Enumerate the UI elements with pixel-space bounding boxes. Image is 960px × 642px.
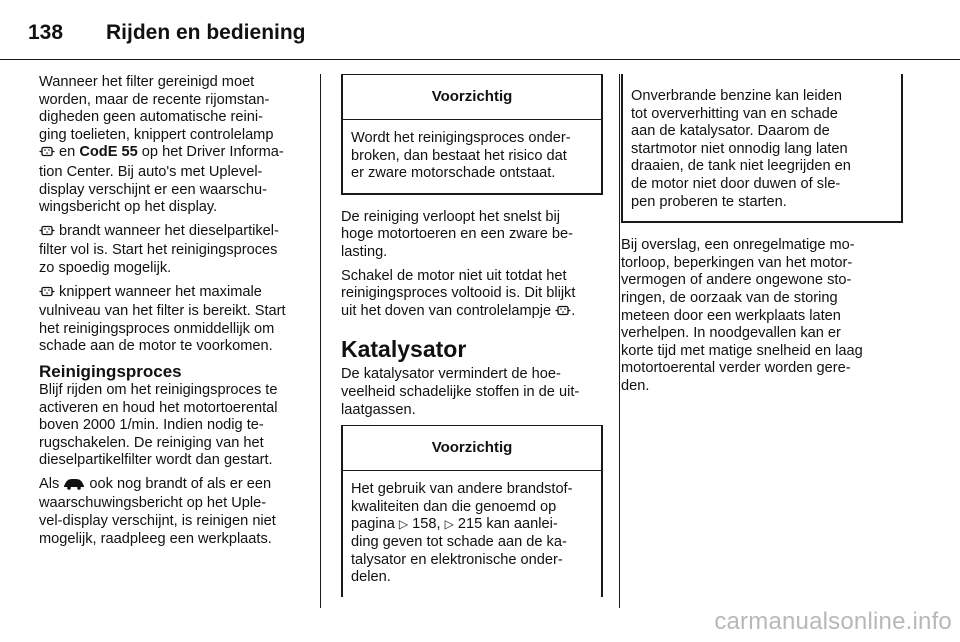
page-number: 138 (28, 21, 64, 44)
text-line: draaien, de tank niet leegrijden en (631, 158, 851, 175)
text-span: Als (39, 475, 64, 492)
text-line (351, 516, 593, 534)
text-line: meteen door een werkplaats laten (621, 307, 841, 324)
paragraph (39, 382, 307, 470)
diesel-particulate-filter-icon (39, 224, 55, 243)
text-line (39, 476, 307, 496)
text-line: De reiniging verloopt het snelst bij (341, 208, 561, 225)
paragraph (39, 74, 307, 217)
text-line: motortoerental verder worden gere- (621, 360, 851, 377)
text-line: kwaliteiten dan die genoemd op (351, 498, 557, 515)
text-line: Blijf rijden om het reinigingsproces te (39, 381, 278, 398)
column-divider-1 (320, 74, 321, 608)
caution-box (341, 74, 603, 195)
column-2 (341, 74, 603, 611)
check-engine-car-icon (63, 477, 85, 496)
page-header (28, 18, 306, 48)
text-span: brandt wanneer het dieselpartikel- (55, 222, 279, 239)
subheading-reinigingsproces: Reinigingsproces (39, 361, 182, 381)
page-reference[interactable]: 158, (408, 516, 445, 533)
text-line: De katalysator vermindert de hoe- (341, 366, 561, 383)
text-line: startmotor niet onnodig lang laten (631, 140, 848, 157)
text-line (341, 303, 603, 323)
text-span: . (571, 302, 576, 319)
header-divider (0, 59, 960, 60)
caution-title: Voorzichtig (343, 75, 601, 120)
text-line: tot oververhitting van en schade (631, 105, 838, 122)
text-line: activeren en houd het motortoerental (39, 399, 278, 416)
text-line: pen proberen te starten. (631, 193, 787, 210)
text-line: reinigingsproces voltooid is. Dit blijkt (341, 285, 576, 302)
text-line: Wordt het reinigingsproces onder- (351, 130, 571, 146)
column-3 (621, 74, 903, 402)
text-line: zo spoedig mogelijk. (39, 259, 172, 276)
text-line: digheden geen automatische reini- (39, 109, 263, 126)
text-line: Schakel de motor niet uit totdat het (341, 267, 567, 284)
column-1 (39, 74, 307, 554)
caution-body (623, 78, 901, 221)
text-line: vermogen of andere ongewone sto- (621, 272, 852, 289)
text-line (39, 144, 307, 164)
paragraph (341, 268, 603, 323)
text-line (39, 284, 307, 304)
text-line: rugschakelen. De reiniging van het (39, 434, 264, 451)
text-line: ringen, de oorzaak van de storing (621, 289, 838, 306)
paragraph (341, 209, 603, 262)
text-line: hoge motortoeren en een zware be- (341, 226, 574, 243)
page-reference-arrow-icon: ▷ (398, 517, 409, 532)
text-line: Het gebruik van andere brandstof- (351, 481, 573, 498)
text-line: waarschuwingsbericht op het Uple- (39, 495, 267, 512)
text-line: filter vol is. Start het reinigingsproces (39, 242, 278, 259)
text-line: schade aan de motor te voorkomen. (39, 338, 273, 355)
text-line: de motor niet door duwen of sle- (631, 175, 841, 192)
text-line: Onverbrande benzine kan leiden (631, 88, 842, 104)
text-line: delen. (351, 569, 391, 586)
caution-box-continued (621, 74, 903, 223)
text-span: pagina (351, 516, 399, 533)
text-line: er zware motorschade ontstaat. (351, 165, 556, 182)
display-code: CodE 55 (79, 144, 138, 161)
text-line: display verschijnt er een waarschu- (39, 181, 267, 198)
text-line: worden, maar de recente rijomstan- (39, 91, 270, 108)
text-line: ding geven tot schade aan de ka- (351, 533, 567, 550)
text-span: op het Driver Informa- (137, 144, 284, 161)
text-line: Wanneer het filter gereinigd moet (39, 74, 255, 90)
text-line: vel-display verschijnt, is reinigen niet (39, 513, 276, 530)
paragraph (39, 223, 307, 278)
text-line: mogelijk, raadpleeg een werkplaats. (39, 530, 272, 547)
text-line: lasting. (341, 243, 388, 260)
text-line: het reinigingsproces onmiddellijk om (39, 320, 275, 337)
page-title: Rijden en bediening (106, 21, 306, 44)
text-line (39, 223, 307, 243)
diesel-particulate-filter-icon (39, 145, 55, 164)
text-line: laatgassen. (341, 401, 416, 418)
text-span: uit het doven van controlelampje (341, 302, 556, 319)
text-line: broken, dan bestaat het risico dat (351, 147, 567, 164)
text-line: torloop, beperkingen van het motor- (621, 254, 853, 271)
watermark: carmanualsonline.info (714, 608, 952, 635)
text-line: veelheid schadelijke stoffen in de uit- (341, 383, 580, 400)
paragraph (621, 237, 903, 395)
text-line: verhelpen. In noodgevallen kan er (621, 325, 841, 342)
caution-body (343, 120, 601, 193)
text-span: knippert wanneer het maximale (55, 283, 262, 300)
diesel-particulate-filter-icon (39, 285, 55, 304)
text-line: ging toelieten, knippert controlelamp (39, 126, 274, 143)
page-reference-arrow-icon: ▷ (444, 517, 454, 532)
text-line: boven 2000 1/min. Indien nodig te- (39, 417, 264, 434)
text-line: aan de katalysator. Daarom de (631, 123, 830, 140)
text-line: korte tijd met matige snelheid en laag (621, 342, 863, 359)
text-line: wingsbericht op het display. (39, 199, 218, 216)
paragraph (341, 366, 603, 419)
text-line: tion Center. Bij auto's met Uplevel- (39, 163, 263, 180)
diesel-particulate-filter-icon (555, 304, 571, 323)
paragraph (39, 476, 307, 548)
text-line: Bij overslag, een onregelmatige mo- (621, 237, 855, 254)
text-line: talysator en elektronische onder- (351, 551, 563, 568)
text-span: en (55, 144, 80, 161)
text-line: vulniveau van het filter is bereikt. Start (39, 303, 286, 320)
caution-title: Voorzichtig (343, 426, 601, 471)
page-reference[interactable]: 215 kan aanlei- (453, 516, 558, 533)
text-span: ook nog brandt of als er een (85, 475, 272, 492)
caution-box (341, 425, 603, 597)
section-heading-katalysator: Katalysator (341, 336, 467, 363)
caution-body (343, 471, 601, 597)
text-line: dieselpartikelfilter wordt dan gestart. (39, 452, 273, 469)
paragraph (39, 284, 307, 356)
text-line: den. (621, 377, 650, 394)
column-divider-2 (619, 74, 620, 608)
